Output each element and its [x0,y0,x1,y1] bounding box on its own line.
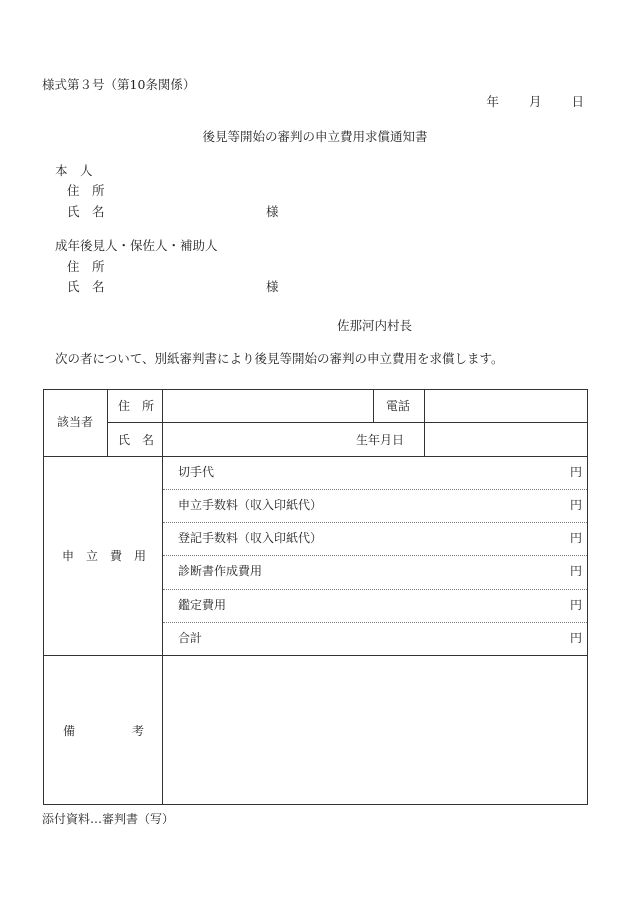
date-day-label: 日 [571,94,584,109]
claim-table [43,389,588,805]
cost-item-unit: 円 [570,598,583,612]
cost-item-unit: 円 [570,498,583,512]
phone-label: 電話 [386,399,411,413]
guardian-address-label: 住 所 [67,259,105,274]
date-month-label: 月 [528,94,542,109]
subject-label: 該当者 [57,415,94,429]
date-year-label: 年 [486,94,499,109]
cost-item-label: 合計 [178,631,203,645]
birthdate-label: 生年月日 [356,433,405,447]
cost-item-label: 鑑定費用 [178,598,227,612]
cost-item-label: 切手代 [178,465,215,479]
remarks-label-first: 備 [63,724,76,738]
subject-name-label: 氏 名 [118,433,155,447]
principal-address-label: 住 所 [67,183,105,198]
cost-item-label: 診断書作成費用 [178,564,263,578]
principal-heading: 本 人 [55,163,93,178]
cost-item-label: 申立手数料（収入印紙代） [178,498,323,512]
cost-item-unit: 円 [570,465,583,479]
subject-address-label: 住 所 [118,399,155,413]
issuer-name: 佐那河内村長 [337,318,413,333]
remarks-label-second: 考 [132,724,145,738]
guardian-heading: 成年後見人・保佐人・補助人 [55,238,218,253]
principal-honorific: 様 [266,204,279,219]
statement-text: 次の者について、別紙審判書により後見等開始の審判の申立費用を求償します。 [55,351,504,366]
document-title: 後見等開始の審判の申立費用求償通知書 [202,129,428,144]
cost-item-unit: 円 [570,564,583,578]
costs-label: 申 立 費 用 [62,549,147,563]
principal-name-label: 氏 名 [67,204,105,219]
guardian-name-label: 氏 名 [67,279,105,294]
cost-item-label: 登記手数料（収入印紙代） [178,531,323,545]
attachment-note: 添付資料…審判書（写） [42,812,175,826]
date-line [486,96,584,109]
cost-item-unit: 円 [570,631,583,645]
cost-item-unit: 円 [570,531,583,545]
guardian-honorific: 様 [266,279,279,294]
form-number: 様式第３号（第10条関係） [42,77,196,92]
